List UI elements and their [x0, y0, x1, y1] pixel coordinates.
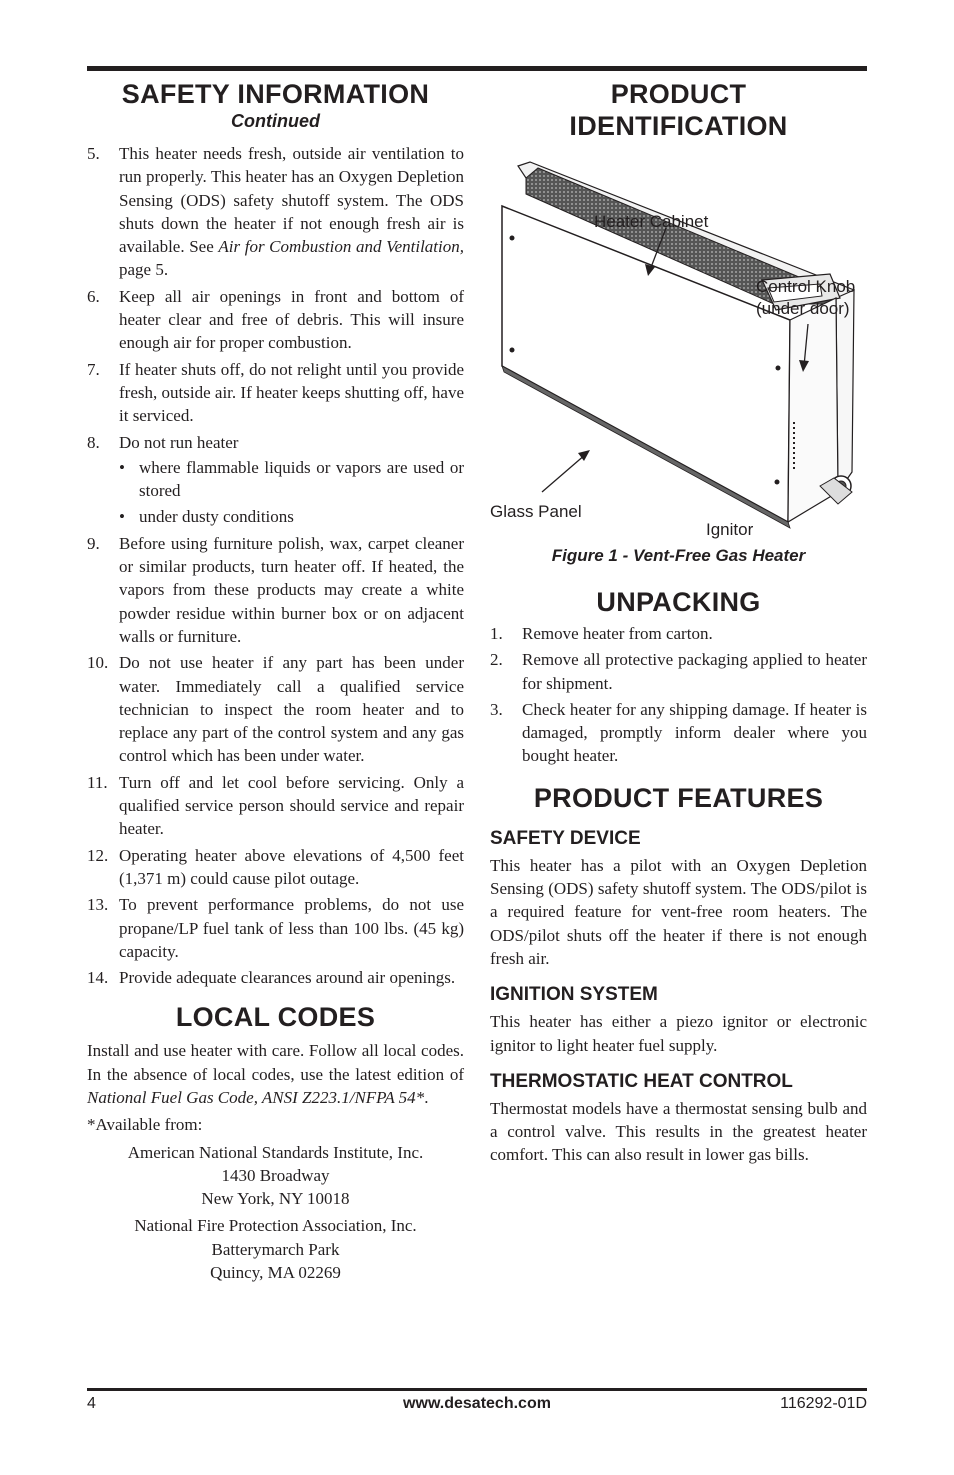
right-column: [490, 78, 867, 1165]
list-item: 9. Before using furniture polish, wax, carpet cleaner or similar products, turn heater off. If heated, the vapors from these products may create a white powder residue within burner box or on adjacent walls or furniture.: [87, 533, 464, 646]
list-item: 14. Provide adequate clearances around air openings.: [87, 968, 456, 988]
thermostatic-control-title: THERMOSTATIC HEAT CONTROL: [490, 1070, 793, 1092]
list-item: 2. Remove all protective packaging applied to heater for shipment.: [490, 650, 867, 693]
heater-cabinet-label: Heater Cabinet: [594, 212, 709, 231]
vent-free-heater-illustration: [490, 142, 867, 542]
glass-panel-label: Glass Panel: [490, 502, 582, 521]
bullet-item: • where flammable liquids or vapors are used or stored: [119, 457, 464, 501]
product-features-heading: PRODUCT FEATURES: [533, 782, 824, 813]
nfpa-address: National Fire Protection Association, Inc. Batterymarch Park Quincy, MA 02269: [134, 1216, 417, 1283]
thermostatic-control-text: Thermostat models have a thermostat sensing bulb and a control valve. This results in the greatest heater comfort. This can also result in lower gas bills.: [490, 1098, 867, 1165]
bullet-item: • under dusty conditions: [119, 507, 294, 527]
product-identification-heading: PRODUCT IDENTIFICATION: [569, 79, 788, 141]
list-item: 5. This heater needs fresh, outside air ventilation to run properly. This heater has an Oxygen Depletion Sensing (ODS) safety shutoff system. The ODS shuts down the heater if not enough fresh air is available. See Air for Combustion and Ventilation, page 5.: [87, 144, 464, 280]
unpacking-heading: UNPACKING: [596, 587, 761, 617]
left-column: [87, 78, 464, 1288]
list-item: 11. Turn off and let cool before servicing. Only a qualified service person should service and repair heater.: [87, 772, 464, 839]
safety-device-text: This heater has a pilot with an Oxygen Depletion Sensing (ODS) safety shutoff system. The ODS/pilot is a required feature for vent-free room heaters. The ODS/pilot shuts off the heater if there is not enough fresh air.: [490, 855, 867, 968]
safety-list: [87, 142, 464, 989]
list-item: 12. Operating heater above elevations of 4,500 feet (1,371 m) could cause pilot outage.: [87, 845, 464, 888]
local-codes-heading: LOCAL CODES: [175, 1002, 376, 1033]
ignition-system-text: This heater has either a piezo ignitor or electronic ignitor to light heater fuel supply.: [490, 1012, 867, 1055]
safety-device-title: SAFETY DEVICE: [490, 827, 641, 849]
list-item: 3. Check heater for any shipping damage. If heater is damaged, promptly inform dealer where you bought heater.: [490, 699, 867, 766]
safety-information-heading: SAFETY INFORMATION: [121, 79, 430, 109]
page-number: 4: [87, 1395, 96, 1412]
list-item: 10. Do not use heater if any part has been under water. Immediately call a qualified service technician to inspect the room heater and to replace any part of the control system and any gas control which has been under water.: [87, 653, 464, 766]
list-item: 6. Keep all air openings in front and bottom of heater clear and free of debris. This will insure enough air for proper combustion.: [87, 286, 464, 353]
ignition-system-title: IGNITION SYSTEM: [490, 984, 658, 1006]
available-from: *Available from:: [87, 1115, 203, 1135]
top-rule: [87, 66, 867, 71]
list-item: 1. Remove heater from carton.: [490, 624, 713, 643]
document-number: 116292-01D: [780, 1395, 867, 1412]
bottom-rule: [87, 1388, 867, 1391]
unpacking-list: [490, 622, 867, 768]
continued-subheading: Continued: [231, 111, 320, 131]
heater-figure: [490, 142, 867, 537]
list-item: 7. If heater shuts off, do not relight until you provide fresh, outside air. If heater keeps shutting off, have it serviced.: [87, 359, 464, 426]
local-codes-body: Install and use heater with care. Follow all local codes. In the absence of local codes, use the latest edition of National Fuel Gas Code, ANSI Z223.1/NFPA 54*.: [87, 1041, 464, 1107]
control-knob-label: Control Knob (under door): [756, 277, 856, 318]
unpacking-section: [490, 586, 867, 1171]
website-link[interactable]: www.desatech.com: [403, 1395, 551, 1412]
list-item: 8. Do not run heater • where flammable liquids or vapors are used or stored • under dusty conditions: [87, 431, 464, 529]
bullet-list: [119, 456, 464, 529]
list-item: 13. To prevent performance problems, do not use propane/LP fuel tank of less than 100 lbs. (45 kg) capacity.: [87, 895, 464, 961]
ansi-address: American National Standards Institute, Inc. 1430 Broadway New York, NY 10018: [127, 1142, 424, 1209]
figure-caption: Figure 1 - Vent-Free Gas Heater: [551, 546, 806, 565]
ignitor-label: Ignitor: [706, 520, 754, 539]
